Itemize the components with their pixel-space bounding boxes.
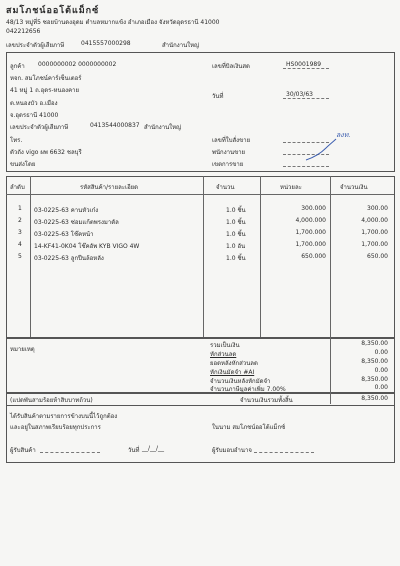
total-label-2: หักส่วนลด — [210, 351, 237, 358]
total-value-3: 8,350.00 — [361, 358, 388, 365]
total-label-3: ยอดหลังหักส่วนลด — [210, 360, 258, 367]
doc-no-label: เลขที่บิลเงินสด — [212, 63, 250, 70]
customer-code: 0000000002 0000000002 — [38, 61, 117, 68]
total-value-6: 0.00 — [374, 384, 388, 391]
company-tax-label: เลขประจำตัวผู้เสียภาษี — [6, 42, 65, 49]
customer-address-2: ต.หนองบัว อ.เมือง — [10, 100, 58, 107]
row-1-qty: 1.0 ชิ้น — [226, 207, 246, 214]
customer-name: หจก. สมโภชน์คาร์เซ็นเตอร์ — [10, 75, 82, 82]
received-text: ได้รับสินค้าตามรายการข้างบนนี้ไว้ถูกต้อง — [10, 413, 118, 420]
col-header-amount: จำนวนเงิน — [340, 184, 368, 191]
condition-text: และอยู่ในสภาพเรียบร้อยทุกประการ — [10, 424, 101, 431]
doc-ref-label: เขตการขาย — [212, 161, 244, 168]
handwritten-note: ลงท. — [336, 131, 351, 139]
col-header-price: หน่วยละ — [280, 184, 302, 191]
handwritten-stroke — [300, 136, 340, 166]
customer-tax-id: 0413544000837 — [90, 122, 140, 129]
row-3-amount: 1,700.00 — [361, 229, 388, 236]
row-3-desc: 03-0225-63 โช๊คหน้า — [34, 231, 94, 238]
note-label: หมายเหตุ — [10, 346, 35, 353]
customer-address-3: จ.อุดรธานี 41000 — [10, 112, 59, 119]
total-value-5: 8,350.00 — [361, 376, 388, 383]
doc-date-label: วันที่ — [212, 93, 224, 100]
row-5-price: 650.000 — [301, 253, 326, 260]
customer-vehicle: ตัวถัง vigo ผพ 6632 ชลบุรี — [10, 149, 82, 156]
company-tax-id: 0415557000298 — [81, 40, 131, 47]
amount-in-words: (แปดพันสามร้อยห้าสิบบาทถ้วน) — [10, 397, 93, 404]
customer-code-label: ลูกค้า — [10, 63, 25, 70]
ship-label: ขนส่งโดย — [10, 161, 36, 168]
row-4-qty: 1.0 อัน — [226, 243, 246, 250]
customer-tax-label: เลขประจำตัวผู้เสียภาษี — [10, 124, 69, 131]
col-header-desc: รหัสสินค้า/รายละเอียด — [80, 184, 139, 191]
row-1-no: 1 — [18, 205, 22, 212]
company-branch: สำนักงานใหญ่ — [162, 42, 200, 49]
receiver-label: ผู้รับสินค้า — [10, 447, 36, 454]
company-phone: 042212656 — [6, 28, 41, 35]
receiver-date-blank: __/__/__ — [142, 445, 165, 452]
doc-po-label: เลขที่ใบสั่งขาย — [212, 137, 251, 144]
doc-no: HS0001989 — [286, 61, 322, 68]
row-5-amount: 650.00 — [367, 253, 388, 260]
row-5-qty: 1.0 ชิ้น — [226, 255, 246, 262]
total-value-2: 0.00 — [374, 349, 388, 356]
row-2-qty: 1.0 ชิ้น — [226, 219, 246, 226]
row-1-amount: 300.00 — [367, 205, 388, 212]
customer-phone-label: โทร. — [10, 137, 23, 144]
total-label-1: รวมเป็นเงิน — [210, 342, 240, 349]
grand-total-value: 8,350.00 — [361, 395, 388, 402]
row-4-price: 1,700.000 — [295, 241, 326, 248]
row-2-price: 4,000.000 — [295, 217, 326, 224]
col-header-qty: จำนวน — [216, 184, 235, 191]
row-3-qty: 1.0 ชิ้น — [226, 231, 246, 238]
total-value-1: 8,350.00 — [361, 340, 388, 347]
total-label-4: หักเงินมัดจำ #AI — [210, 369, 255, 376]
row-1-desc: 03-0225-63 คานหัวเก๋ง — [34, 207, 99, 214]
customer-address-1: 41 หมู่ 1 ถ.อุดร-หนองคาย — [10, 87, 79, 94]
on-behalf-text: ในนาม สมโภชน์ออโต้แม็กซ์ — [212, 424, 286, 431]
total-label-6: จำนวนภาษีมูลค่าเพิ่ม 7.00% — [210, 386, 286, 393]
row-5-no: 5 — [18, 253, 22, 260]
row-4-desc: 14-KF41-0K04 โช๊คอัพ KYB VIGO 4W — [34, 243, 140, 250]
row-2-desc: 03-0225-63 ซ่อมแก้ตพรงมาตัล — [34, 219, 119, 226]
company-name: สมโภชน์ออโต้แม็กซ์ — [6, 6, 100, 16]
customer-branch: สำนักงานใหญ่ — [144, 124, 182, 131]
row-3-no: 3 — [18, 229, 22, 236]
row-5-desc: 03-0225-63 ลูกปืนล้อหลัง — [34, 255, 104, 262]
row-4-no: 4 — [18, 241, 22, 248]
grand-total-label: จำนวนเงินรวมทั้งสิ้น — [240, 397, 293, 404]
receiver-date-label: วันที่ — [128, 447, 140, 454]
total-label-5: จำนวนเงินหลังหักมัดจำ — [210, 378, 271, 385]
row-1-price: 300.000 — [301, 205, 326, 212]
company-address: 48/13 หมู่ที่5 ซอยบ้านดงอุดม ตำบลหมากแข้ง อำเภอเมือง จังหวัดอุดรธานี 41000 — [6, 19, 220, 26]
row-3-price: 1,700.000 — [295, 229, 326, 236]
row-4-amount: 1,700.00 — [361, 241, 388, 248]
row-2-amount: 4,000.00 — [361, 217, 388, 224]
doc-sales-label: พนักงานขาย — [212, 149, 246, 156]
authorized-label: ผู้รับมอบอำนาจ — [212, 447, 252, 454]
total-value-4: 0.00 — [374, 367, 388, 374]
doc-date: 30/03/63 — [286, 91, 313, 98]
row-2-no: 2 — [18, 217, 22, 224]
col-header-no: ลำดับ — [10, 184, 25, 191]
